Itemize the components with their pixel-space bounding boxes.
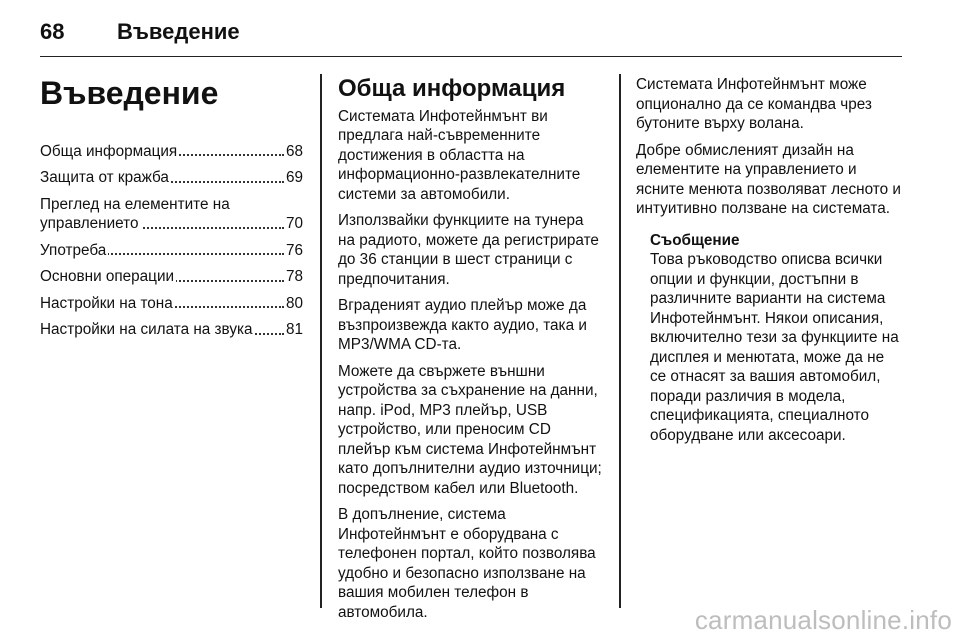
toc-item[interactable] — [40, 320, 303, 340]
toc-item-label: Обща информация — [40, 142, 178, 160]
running-title: Въведение — [117, 19, 240, 44]
note-box — [650, 231, 902, 446]
chapter-title: Въведение — [40, 75, 219, 111]
toc-item-label: Употреба — [40, 241, 107, 259]
general-info-column — [338, 75, 604, 629]
toc-item[interactable] — [40, 267, 303, 287]
toc-item[interactable] — [40, 168, 303, 188]
toc-item-label: Защита от кражба — [40, 169, 169, 187]
body-paragraph: В допълнение, система Инфотейнмънт е оборудвана с телефонен портал, който позволява удобно и безопасно използване на вашия мобилен телефон в автомобила. — [338, 506, 596, 621]
toc-item[interactable] — [40, 241, 303, 261]
note-title: Съобщение — [650, 231, 740, 249]
body-paragraph: Системата Инфотейнмънт може опционално да се командва чрез бутоните върху волана. — [636, 76, 872, 132]
section-title: Обща информация — [338, 75, 566, 102]
toc-item[interactable] — [40, 294, 303, 314]
body-paragraph: Добре обмисленият дизайн на елементите на управлението и ясните менюта позволяват лесното и интуитивно ползване на системата. — [636, 141, 901, 217]
toc-column — [40, 75, 303, 347]
toc-item-page: 81 — [285, 321, 303, 339]
toc-item-page: 69 — [285, 169, 303, 187]
continued-column — [636, 75, 902, 452]
column-divider-1 — [320, 74, 322, 608]
column-divider-2 — [619, 74, 621, 608]
toc-item-page: 68 — [285, 142, 303, 160]
toc-item-page: 76 — [285, 241, 303, 259]
toc-item[interactable] — [40, 195, 303, 234]
toc-item-label: Настройки на тона — [40, 294, 173, 312]
note-text: Това ръководство описва всички опции и функции, достъпни в различните варианти на система Инфотейнмънт. Някои описания, включително тези за функциите на дисплея и менютата, може да не се отнасят за вашия автомобил, поради различия в модела, спецификацията, специалното оборудване или аксесоари. — [650, 251, 899, 444]
watermark: carmanualsonline.info — [694, 605, 952, 635]
body-paragraph: Използвайки функциите на тунера на радиото, можете да регистрирате до 36 станции в шест страници с предпочитания. — [338, 212, 599, 288]
toc-item[interactable] — [40, 142, 303, 162]
page-header — [40, 16, 902, 57]
body-paragraph: Системата Инфотейнмънт ви предлага най-съвременните достижения в областта на информационно-развлекателните системи за автомобили. — [338, 107, 581, 203]
toc-item-page: 78 — [285, 268, 303, 286]
toc-item-label: Основни операции — [40, 268, 175, 286]
toc-list — [40, 142, 303, 340]
toc-item-page: 70 — [285, 215, 303, 233]
body-paragraph: Вграденият аудио плейър може да възпроизвежда както аудио, така и MP3/WMA CD-та. — [338, 297, 587, 354]
toc-item-page: 80 — [285, 294, 303, 312]
page-number: 68 — [40, 19, 65, 44]
toc-item-label: Настройки на силата на звука — [40, 321, 253, 339]
toc-item-label: Преглед на елементите на управлението — [40, 195, 230, 233]
body-paragraph: Можете да свържете външни устройства за съхранение на данни, напр. iPod, MP3 плейър, USB устройство, или преносим CD плейър към система Инфотейнмънт като допълнителни аудио източници; посредством кабел или Bluetooth. — [338, 362, 602, 497]
